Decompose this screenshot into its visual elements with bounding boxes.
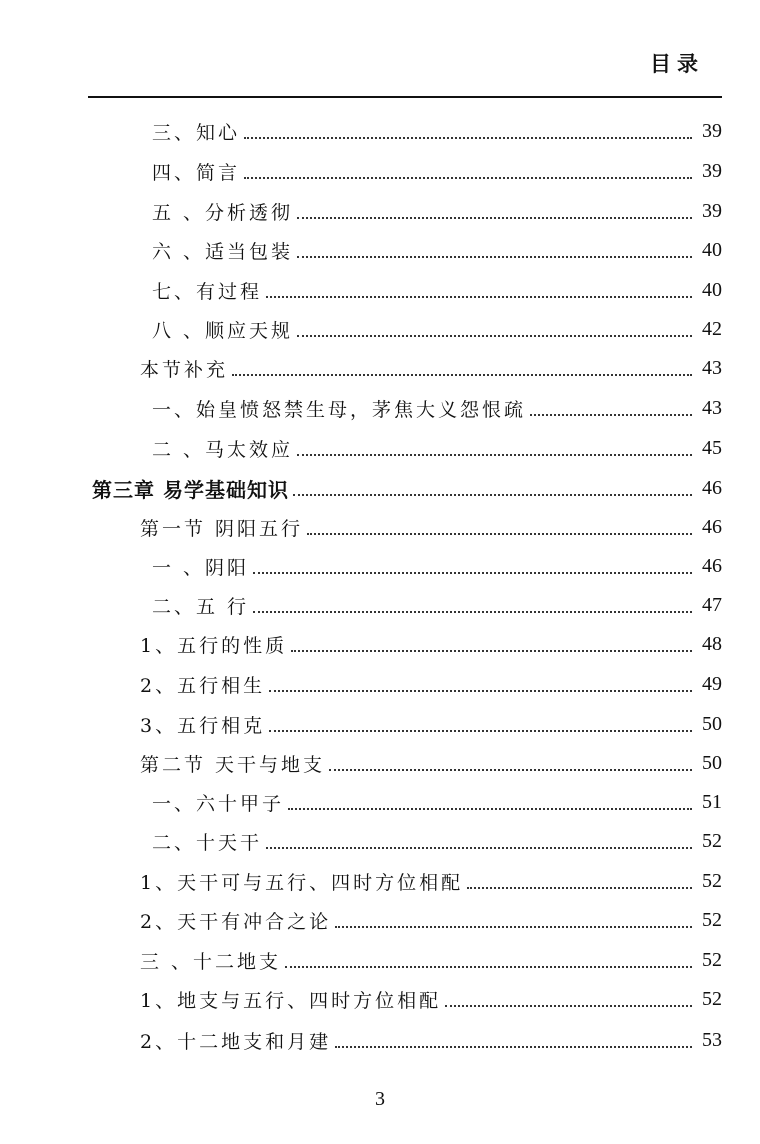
- header-title: 目录: [650, 52, 704, 76]
- page-number: 3: [375, 1088, 385, 1110]
- toc-entry-label: 一 、阴阳: [152, 556, 250, 579]
- toc-leader-dots: [297, 217, 692, 219]
- toc-entry[interactable]: [140, 901, 722, 939]
- toc-entry-page: 45: [702, 436, 722, 459]
- toc-entry-page: 49: [702, 672, 722, 695]
- toc-entry-label: 二、十天干: [152, 831, 263, 854]
- toc-entry-label: 二 、马太效应: [152, 438, 294, 461]
- toc-entry-page: 52: [702, 948, 722, 971]
- toc-entry-page: 50: [702, 712, 722, 735]
- toc-leader-dots: [253, 572, 692, 574]
- toc-entry[interactable]: [140, 941, 722, 979]
- toc-entry[interactable]: [152, 271, 722, 309]
- toc-entry-page: 50: [702, 751, 722, 774]
- toc-entry-page: 43: [702, 396, 722, 419]
- toc-leader-dots: [269, 690, 692, 692]
- toc-entry-label: 1、地支与五行、四时方位相配: [140, 989, 442, 1012]
- toc-entry-label: 八 、顺应天规: [152, 319, 294, 342]
- toc-entry[interactable]: [152, 192, 722, 230]
- toc-entry[interactable]: [140, 862, 722, 900]
- toc-leader-dots: [297, 454, 692, 456]
- toc-entry-label: 第二节 天干与地支: [140, 753, 326, 776]
- toc-entry-label: 五 、分析透彻: [152, 201, 294, 224]
- toc-entry[interactable]: [140, 1021, 722, 1059]
- toc-entry-page: 43: [702, 356, 722, 379]
- toc-entry-page: 39: [702, 159, 722, 182]
- toc-entry[interactable]: [152, 822, 722, 860]
- toc-leader-dots: [307, 533, 692, 535]
- toc-entry-page: 40: [702, 238, 722, 261]
- toc-entry[interactable]: [152, 231, 722, 269]
- toc-entry[interactable]: [140, 980, 722, 1018]
- toc-entry[interactable]: [140, 625, 722, 663]
- toc-leader-dots: [266, 847, 692, 849]
- toc-leader-dots: [530, 414, 692, 416]
- toc-entry-page: 53: [702, 1028, 722, 1051]
- toc-entry-page: 47: [702, 593, 722, 616]
- toc-entry[interactable]: [152, 310, 722, 348]
- toc-entry-label: 三、知心: [152, 121, 241, 144]
- toc-entry-page: 46: [702, 476, 722, 499]
- toc-entry-page: 52: [702, 987, 722, 1010]
- toc-entry-label: 第一节 阴阳五行: [140, 517, 304, 540]
- toc-leader-dots: [244, 177, 692, 179]
- toc-entry-label: 一、始皇愤怒禁生母，茅焦大义怨恨疏: [152, 398, 527, 421]
- toc-entry[interactable]: [140, 508, 722, 546]
- toc-leader-dots: [269, 730, 692, 732]
- toc-entry-label: 一、六十甲子: [152, 792, 285, 815]
- toc-leader-dots: [329, 769, 692, 771]
- toc-chapter-label: 第三章 易学基础知识: [92, 477, 289, 502]
- toc-entry-page: 39: [702, 119, 722, 142]
- toc-leader-dots: [266, 296, 692, 298]
- toc-entry-page: 46: [702, 554, 722, 577]
- toc-entry[interactable]: [152, 112, 722, 150]
- toc-entry-page: 52: [702, 829, 722, 852]
- toc-entry-label: 2、天干有冲合之论: [140, 910, 332, 933]
- toc-leader-dots: [285, 966, 692, 968]
- toc-entry[interactable]: [140, 349, 722, 387]
- toc-entry-label: 六 、适当包装: [152, 240, 294, 263]
- toc-entry-page: 40: [702, 278, 722, 301]
- toc-leader-dots: [335, 1046, 692, 1048]
- toc-leader-dots: [232, 374, 692, 376]
- toc-entry[interactable]: [140, 744, 722, 782]
- toc-entry-label: 2、五行相生: [140, 674, 266, 697]
- toc-leader-dots: [291, 650, 692, 652]
- toc-leader-dots: [288, 808, 692, 810]
- toc-leader-dots: [335, 926, 692, 928]
- toc-entry[interactable]: [152, 152, 722, 190]
- toc-entry-label: 3、五行相克: [140, 714, 266, 737]
- toc-entry[interactable]: [152, 429, 722, 467]
- toc-leader-dots: [253, 611, 692, 613]
- toc-leader-dots: [297, 335, 692, 337]
- toc-entry-label: 本节补充: [140, 358, 229, 381]
- toc-entry-page: 48: [702, 632, 722, 655]
- toc-entry-label: 七、有过程: [152, 280, 263, 303]
- toc-entry-page: 51: [702, 790, 722, 813]
- toc-chapter-entry[interactable]: [92, 469, 722, 507]
- toc-leader-dots: [297, 256, 692, 258]
- toc-entry[interactable]: [140, 705, 722, 743]
- toc-entry[interactable]: [152, 547, 722, 585]
- toc-entry-page: 52: [702, 869, 722, 892]
- toc-entry-label: 四、简言: [152, 161, 241, 184]
- toc-entry-label: 二、五 行: [152, 595, 250, 618]
- toc-entry[interactable]: [140, 665, 722, 703]
- toc-leader-dots: [293, 494, 692, 496]
- toc-entry-label: 1、五行的性质: [140, 634, 288, 657]
- toc-leader-dots: [467, 887, 692, 889]
- toc-entry[interactable]: [152, 586, 722, 624]
- header-rule: [88, 96, 722, 98]
- toc-entry-page: 39: [702, 199, 722, 222]
- toc-leader-dots: [244, 137, 692, 139]
- toc-entry-page: 46: [702, 515, 722, 538]
- toc-entry-label: 1、天干可与五行、四时方位相配: [140, 871, 464, 894]
- toc-entry-label: 三 、十二地支: [140, 950, 282, 973]
- toc-entry[interactable]: [152, 783, 722, 821]
- toc-entry-page: 42: [702, 317, 722, 340]
- toc-entry-page: 52: [702, 908, 722, 931]
- toc-leader-dots: [445, 1005, 692, 1007]
- toc-entry-label: 2、十二地支和月建: [140, 1030, 332, 1053]
- toc-entry[interactable]: [152, 389, 722, 427]
